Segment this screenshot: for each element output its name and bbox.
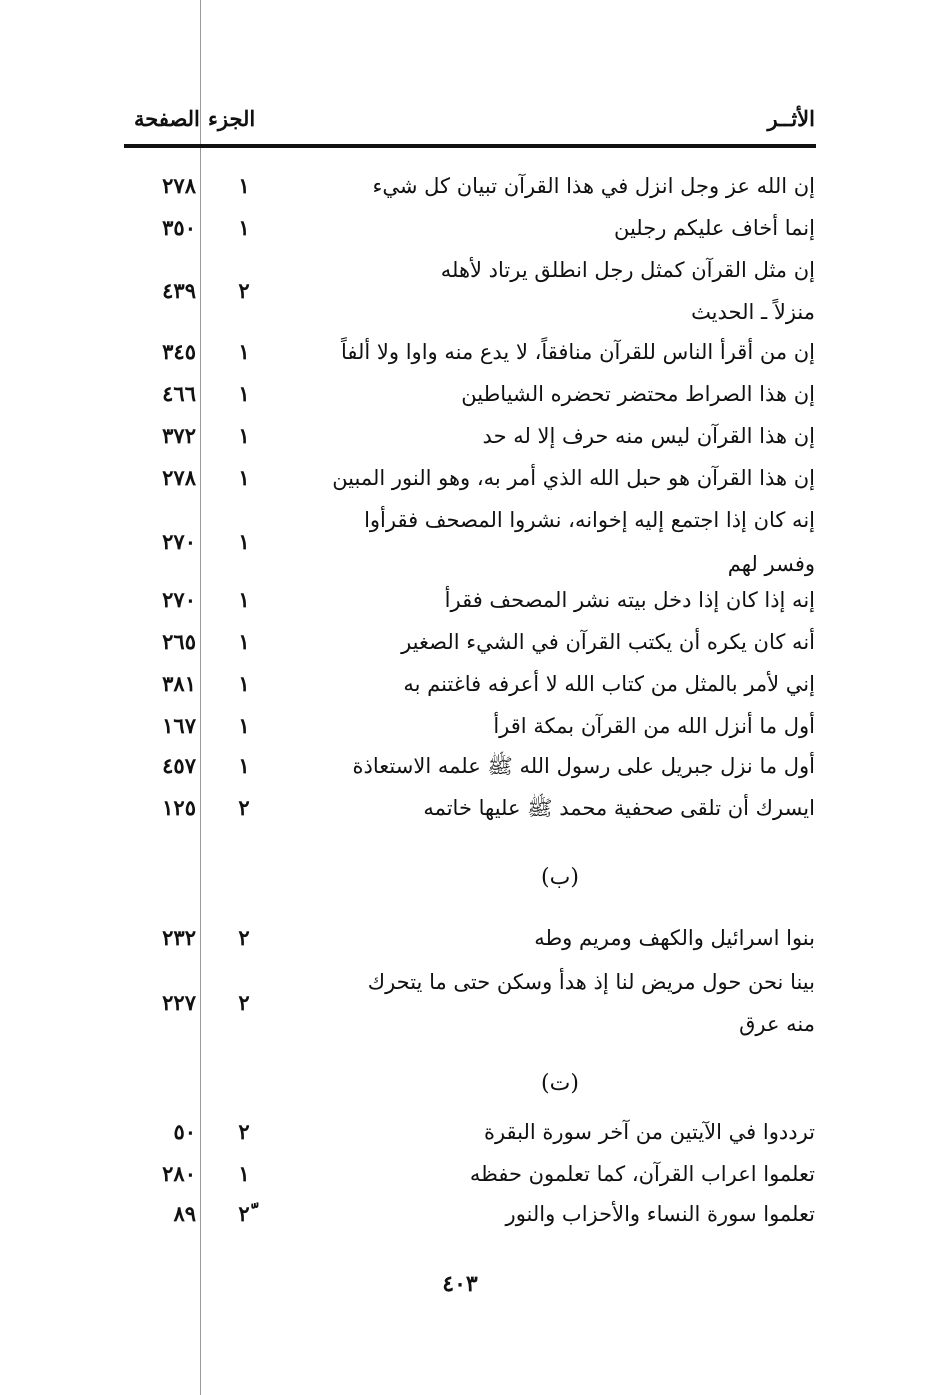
entry-page: ٣٧٢ <box>162 423 196 448</box>
entry-page: ٤٣٩ <box>162 278 196 303</box>
entry-text: إنما أخاف عليكم رجلين <box>613 216 815 240</box>
entry-page: ٤٥٧ <box>162 753 196 778</box>
entry-text: إنه كان إذا اجتمع إليه إخوانه، نشروا المصحف فقرأوا <box>364 508 815 532</box>
entry-text: إن هذا القرآن هو حبل الله الذي أمر به، وهو النور المبين <box>332 466 815 490</box>
entry-text: وفسر لهم <box>727 552 815 576</box>
entry-page: ٢٧٨ <box>162 173 196 198</box>
entry-volume: ٢ <box>238 795 250 820</box>
entry-page: ٢٢٧ <box>162 990 196 1015</box>
section-heading: (ت) <box>541 1071 579 1096</box>
entry-volume: ٢ <box>238 1119 250 1144</box>
entry-page: ٤٦٦ <box>162 381 196 406</box>
entry-page: ١٢٥ <box>162 795 196 820</box>
entry-text: إن من أقرأ الناس للقرآن منافقاً، لا يدع منه واوا ولا ألفاً <box>341 340 815 364</box>
entry-volume: ٢ <box>238 925 250 950</box>
entry-text: منزلاً ـ الحديث <box>691 300 815 324</box>
entry-volume: ١ <box>238 339 250 364</box>
entry-volume: ١ <box>238 381 250 406</box>
entry-volume: ١ <box>238 629 250 654</box>
entry-text: إن هذا القرآن ليس منه حرف إلا له حد <box>482 424 815 448</box>
entry-page: ٢٧٠ <box>162 587 196 612</box>
entry-page: ٣٤٥ <box>162 339 196 364</box>
entry-text: إن مثل القرآن كمثل رجل انطلق يرتاد لأهله <box>440 258 815 282</box>
entry-page: ٢٦٥ <box>162 629 196 654</box>
entry-text: منه عرق <box>739 1012 815 1036</box>
entry-page: ٢٨٠ <box>162 1161 196 1186</box>
entry-text: إني لأمر بالمثل من كتاب الله لا أعرفه فاغتنم به <box>403 672 815 696</box>
entry-page: ٨٩ <box>173 1201 196 1226</box>
entry-text: أنه كان يكره أن يكتب القرآن في الشيء الصغير <box>401 630 815 654</box>
entry-page: ١٦٧ <box>162 713 196 738</box>
entry-volume: ١ <box>238 529 250 554</box>
entry-page: ٢٧٠ <box>162 529 196 554</box>
entry-volume: ١ <box>238 215 250 240</box>
entry-text: ترددوا في الآيتين من آخر سورة البقرة <box>483 1120 815 1144</box>
entry-volume: ١ <box>238 173 250 198</box>
entry-page: ٢٧٨ <box>162 465 196 490</box>
entry-text: تعلموا سورة النساء والأحزاب والنور <box>505 1202 815 1226</box>
entry-page: ٣٥٠ <box>162 215 196 240</box>
entry-volume: ١ <box>238 423 250 448</box>
entry-page: ٢٣٢ <box>162 925 196 950</box>
entry-volume: ١ <box>238 753 250 778</box>
entry-volume: ١ <box>238 671 250 696</box>
entry-volume: ١ <box>238 587 250 612</box>
entry-text: بينا نحن حول مريض لنا إذ هدأ وسكن حتى ما يتحرك <box>367 970 815 994</box>
entry-volume: ٢ <box>238 990 250 1015</box>
header-athar: الأثــر <box>767 106 815 131</box>
entry-text: تعلموا اعراب القرآن، كما تعلمون حفظه <box>469 1162 815 1186</box>
entry-volume: ٢ <box>238 278 250 303</box>
entry-page: ٣٨١ <box>162 671 196 696</box>
entry-text: أول ما نزل جبريل على رسول الله ﷺ علمه الاستعاذة <box>352 754 815 778</box>
entry-volume: ٢ّ <box>238 1201 250 1226</box>
entry-text: إن هذا الصراط محتضر تحضره الشياطين <box>461 382 815 406</box>
entry-text: إن الله عز وجل انزل في هذا القرآن تبيان كل شيء <box>372 174 815 198</box>
entry-text: إنه إذا كان إذا دخل بيته نشر المصحف فقرأ <box>444 588 815 612</box>
entry-text: أول ما أنزل الله من القرآن بمكة اقرأ <box>493 714 815 738</box>
entry-volume: ١ <box>238 713 250 738</box>
header-volume: الجزء <box>208 106 256 131</box>
entry-text: ايسرك أن تلقى صحفية محمد ﷺ عليها خاتمه <box>423 796 815 820</box>
entry-text: بنوا اسرائيل والكهف ومريم وطه <box>534 926 815 950</box>
header-page: الصفحة <box>134 106 200 131</box>
section-heading: (ب) <box>541 865 579 890</box>
page-number: ٤٠٣ <box>442 1271 478 1297</box>
entry-page: ٥٠ <box>173 1119 196 1144</box>
entry-volume: ١ <box>238 465 250 490</box>
entry-volume: ١ <box>238 1161 250 1186</box>
